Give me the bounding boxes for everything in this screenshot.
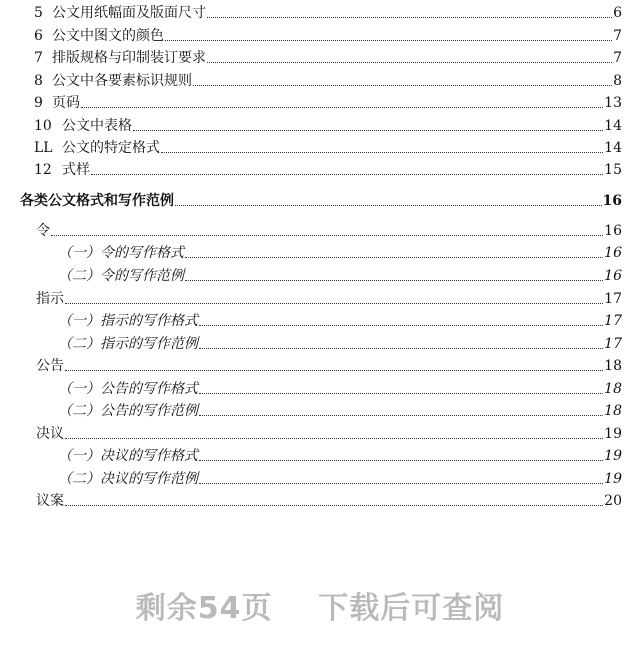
dot-leader [133,130,603,131]
entry-title: 式样 [62,162,90,178]
toc-subentry[interactable] [58,334,622,354]
entry-title: 页码 [52,95,80,111]
entry-title: （二）公告的写作范例 [58,403,198,419]
entry-title: 公文中图文的颜色 [52,28,164,44]
entry-title: 排版规格与印制装订要求 [52,50,206,66]
toc-entry[interactable] [34,71,622,91]
dot-leader [65,370,603,371]
toc-subentry[interactable] [58,243,622,263]
dot-leader [199,415,603,416]
toc-entry[interactable] [34,116,622,136]
page-number: 17 [604,291,622,307]
section-title: 各类公文格式和写作范例 [20,193,174,209]
toc-entry[interactable] [34,93,622,113]
entry-title: 议案 [36,493,64,509]
page-number: 6 [613,5,622,21]
toc-subentry[interactable] [58,311,622,331]
entry-number: 7 [34,50,43,66]
entry-title: （二）决议的写作范例 [58,471,198,487]
toc-section-heading[interactable] [20,191,622,211]
dot-leader [81,107,603,108]
entry-number: 8 [34,73,43,89]
page-number: 19 [604,448,622,464]
toc-entry[interactable] [36,289,622,309]
entry-number: 10 [34,118,52,134]
entry-title: 令 [36,223,50,239]
dot-leader [193,85,612,86]
dot-leader [65,303,603,304]
entry-number: 5 [34,5,43,21]
entry-title: （二）指示的写作范例 [58,336,198,352]
toc-subentry[interactable] [58,446,622,466]
entry-title: 公文中各要素标识规则 [52,73,192,89]
dot-leader [51,235,603,236]
toc-entry[interactable] [34,48,622,68]
page-number: 7 [613,50,622,66]
toc-entry[interactable] [34,26,622,46]
page-number: 8 [613,73,622,89]
page-number: 18 [604,381,622,397]
entry-title: （二）令的写作范例 [58,268,184,284]
entry-title: （一）指示的写作格式 [58,313,198,329]
dot-leader [161,152,603,153]
entry-title: （一）公告的写作格式 [58,381,198,397]
entry-title: 公文用纸幅面及版面尺寸 [52,5,206,21]
toc-entry[interactable] [36,356,622,376]
entry-title: 指示 [36,291,64,307]
dot-leader [185,280,603,281]
toc-entry[interactable] [36,424,622,444]
dot-leader [199,393,603,394]
toc-entry[interactable] [36,221,622,241]
watermark-text: 剩余54页 下载后可查阅 [135,591,505,626]
page-number: 16 [604,223,622,239]
dot-leader [199,483,603,484]
toc-entry[interactable] [36,491,622,511]
page-number: 18 [604,358,622,374]
entry-title: （一）令的写作格式 [58,245,184,261]
page-number: 19 [604,471,622,487]
page-number: 16 [602,193,622,209]
page-number: 19 [604,426,622,442]
entry-title: 决议 [36,426,64,442]
page-number: 20 [604,493,622,509]
dot-leader [91,174,603,175]
page-number: 7 [613,28,622,44]
dot-leader [65,438,603,439]
page-number: 14 [604,118,622,134]
page-number: 17 [604,313,622,329]
page-number: 16 [604,245,622,261]
dot-leader [175,205,602,206]
dot-leader [185,257,603,258]
toc-subentry[interactable] [58,469,622,489]
page-number: 14 [604,140,622,156]
entry-title: 公文的特定格式 [62,140,160,156]
page-number: 17 [604,336,622,352]
entry-title: （一）决议的写作格式 [58,448,198,464]
toc-subentry[interactable] [58,401,622,421]
entry-number: LL [34,140,53,156]
page-number: 15 [604,162,622,178]
page-number: 18 [604,403,622,419]
toc-subentry[interactable] [58,266,622,286]
page-number: 16 [604,268,622,284]
entry-number: 12 [34,162,52,178]
entry-number: 9 [34,95,43,111]
dot-leader [199,460,603,461]
page-number: 13 [604,95,622,111]
dot-leader [207,62,612,63]
entry-title: 公文中表格 [62,118,132,134]
entry-title: 公告 [36,358,64,374]
toc-entry[interactable] [34,3,622,23]
dot-leader [65,505,603,506]
entry-number: 6 [34,28,43,44]
dot-leader [207,17,612,18]
dot-leader [199,325,603,326]
toc-entry[interactable] [34,138,622,158]
dot-leader [165,40,612,41]
toc-entry[interactable] [34,160,622,180]
dot-leader [199,348,603,349]
toc-subentry[interactable] [58,379,622,399]
